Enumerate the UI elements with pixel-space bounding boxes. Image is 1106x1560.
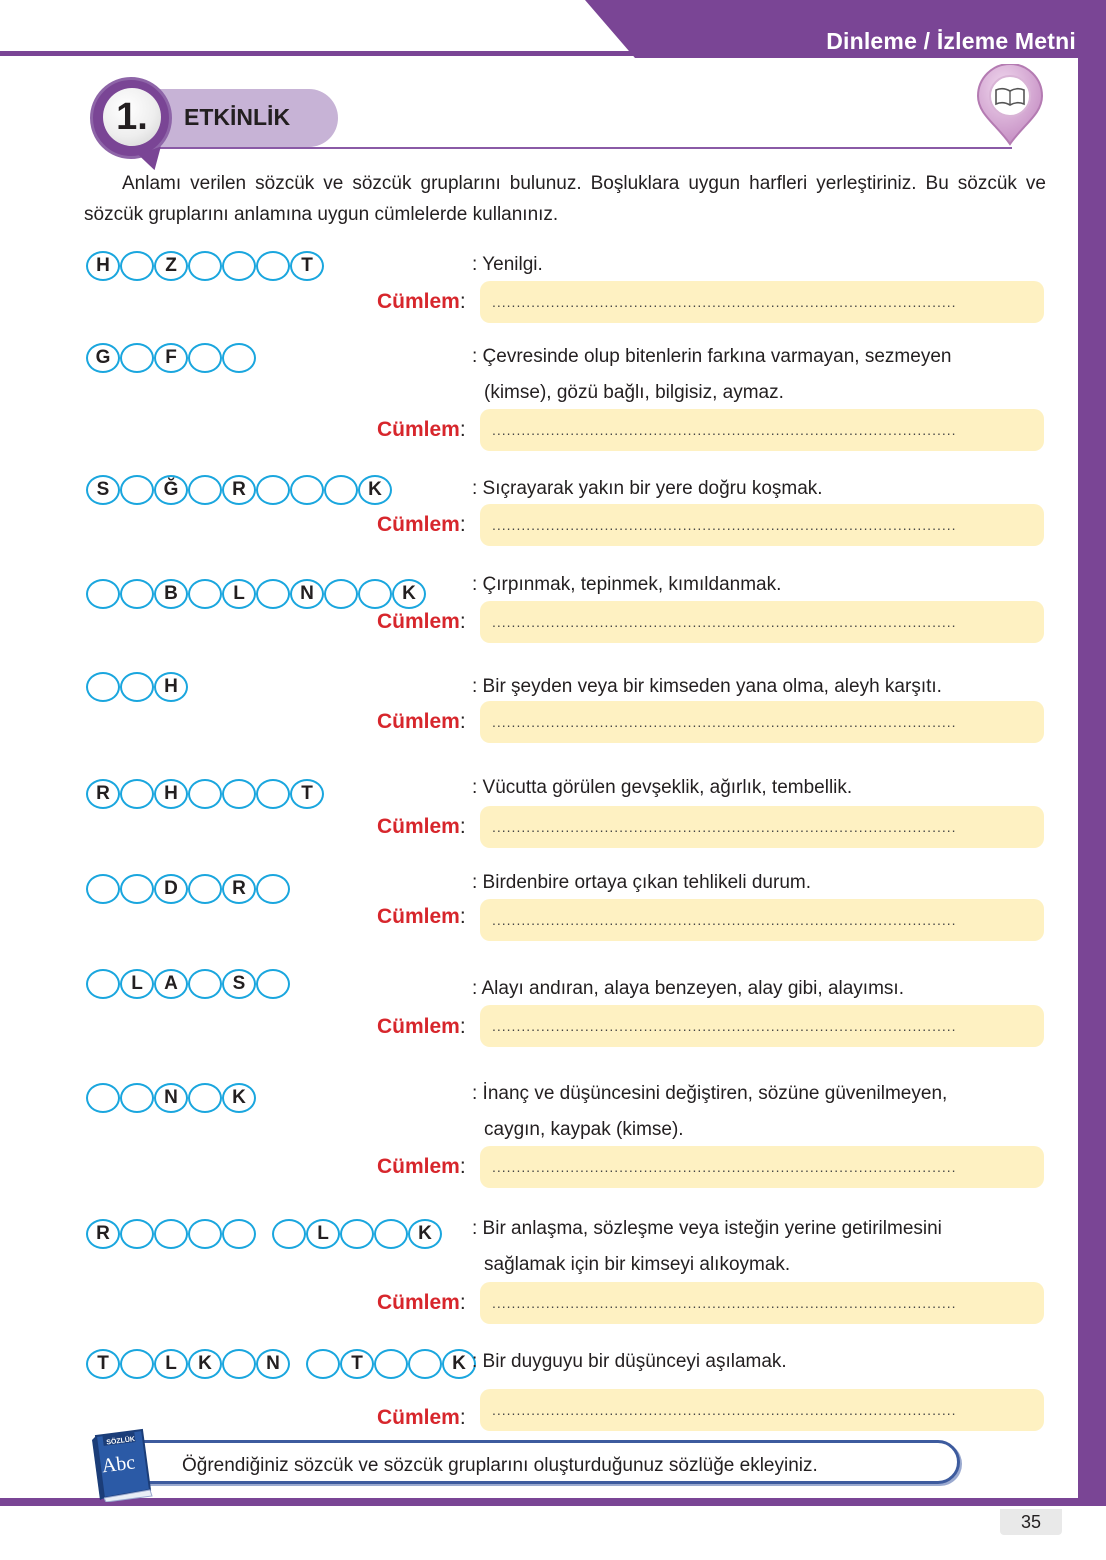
letter-cell-blank[interactable] [120, 475, 154, 505]
letter-cell-blank[interactable] [222, 1349, 256, 1379]
sentence-label [377, 513, 466, 537]
sentence-answer-field[interactable]: ............................................................................................... [480, 1282, 1044, 1324]
letter-cell-blank[interactable] [374, 1219, 408, 1249]
definition [472, 339, 951, 411]
letter-cell-blank[interactable] [120, 874, 154, 904]
letter-cell-blank[interactable] [222, 251, 256, 281]
definition [472, 770, 852, 806]
letter-boxes [86, 779, 324, 809]
letter-cell-blank[interactable] [374, 1349, 408, 1379]
letter-cell-blank[interactable] [120, 1219, 154, 1249]
letter-cell-given: T [290, 251, 324, 281]
sentence-label-text: Cümlem [377, 1291, 460, 1314]
sentence-answer-field[interactable]: ............................................................................................... [480, 701, 1044, 743]
letter-cell-given: N [154, 1083, 188, 1113]
letter-cell-blank[interactable] [256, 779, 290, 809]
letter-cell-blank[interactable] [324, 475, 358, 505]
activity-number: 1. [103, 88, 161, 146]
letter-cell-given: D [154, 874, 188, 904]
letter-cell-blank[interactable] [188, 475, 222, 505]
sentence-label-text: Cümlem [377, 905, 460, 928]
letter-cell-blank[interactable] [358, 579, 392, 609]
sentence-answer-field[interactable]: ............................................................................................... [480, 899, 1044, 941]
definition-line: : Yenilgi. [472, 254, 543, 275]
sentence-label-colon: : [459, 1155, 466, 1178]
letter-cell-given: K [188, 1349, 222, 1379]
sentence-answer-field[interactable]: ............................................................................................... [480, 1389, 1044, 1431]
letter-cell-blank[interactable] [120, 343, 154, 373]
letter-cell-blank[interactable] [222, 343, 256, 373]
letter-cell-blank[interactable] [120, 579, 154, 609]
letter-cell-blank[interactable] [86, 672, 120, 702]
letter-boxes [86, 579, 426, 609]
letter-cell-blank[interactable] [188, 343, 222, 373]
letter-cell-given: S [86, 475, 120, 505]
letter-cell-blank[interactable] [188, 579, 222, 609]
sentence-label-text: Cümlem [377, 610, 460, 633]
sentence-label-text: Cümlem [377, 418, 460, 441]
word-gap [290, 1349, 306, 1379]
note-text: Öğrendiğiniz sözcük ve sözcük gruplarını oluşturduğunuz sözlüğe ekleyiniz. [182, 1455, 818, 1476]
activity-rule [160, 147, 1012, 149]
letter-cell-blank[interactable] [272, 1219, 306, 1249]
sentence-label-text: Cümlem [377, 290, 460, 313]
sentence-label-colon: : [459, 1015, 466, 1038]
letter-cell-blank[interactable] [256, 475, 290, 505]
sentence-label [377, 610, 466, 634]
letter-cell-given: T [290, 779, 324, 809]
sentence-label-colon: : [459, 905, 466, 928]
instruction-text: Anlamı verilen sözcük ve sözcük gruplarını bulunuz. Boşluklara uygun harfleri yerleştiriniz. Bu sözcük ve sözcük gruplarını anlamına uygun cümlelerde kullanınız. [84, 173, 1046, 225]
letter-cell-given: Z [154, 251, 188, 281]
letter-boxes [86, 1219, 442, 1249]
letter-boxes [86, 475, 392, 505]
letter-cell-given: T [340, 1349, 374, 1379]
sentence-label-colon: : [459, 1291, 466, 1314]
letter-cell-given: T [86, 1349, 120, 1379]
footer-rule [0, 1498, 1106, 1506]
sentence-answer-field[interactable]: ............................................................................................... [480, 1005, 1044, 1047]
definition [472, 669, 942, 705]
letter-cell-blank[interactable] [256, 579, 290, 609]
letter-cell-blank[interactable] [256, 251, 290, 281]
letter-boxes [86, 969, 290, 999]
letter-cell-blank[interactable] [120, 1083, 154, 1113]
letter-cell-given: F [154, 343, 188, 373]
letter-cell-blank[interactable] [86, 1083, 120, 1113]
letter-cell-blank[interactable] [306, 1349, 340, 1379]
definition [472, 865, 811, 901]
sentence-label-colon: : [459, 418, 466, 441]
definition [472, 247, 543, 283]
letter-cell-given: R [222, 475, 256, 505]
letter-cell-blank[interactable] [154, 1219, 188, 1249]
letter-cell-blank[interactable] [86, 874, 120, 904]
letter-cell-given: L [222, 579, 256, 609]
letter-cell-given: K [392, 579, 426, 609]
definition-line: : Çevresinde olup bitenlerin farkına varmayan, sezmeyen [472, 346, 952, 367]
letter-boxes [86, 1083, 256, 1113]
definition [472, 971, 904, 1007]
letter-cell-blank[interactable] [120, 1349, 154, 1379]
sentence-label-colon: : [459, 1406, 466, 1429]
sentence-label [377, 710, 466, 734]
word-gap [256, 1219, 272, 1249]
sentence-answer-field[interactable]: ............................................................................................... [480, 409, 1044, 451]
letter-cell-blank[interactable] [86, 579, 120, 609]
sentence-label [377, 1406, 466, 1430]
sentence-label [377, 290, 466, 314]
sentence-label-colon: : [459, 710, 466, 733]
page-number: 35 [1000, 1509, 1062, 1535]
sentence-label-colon: : [459, 290, 466, 313]
definition [472, 471, 823, 507]
letter-cell-given: R [86, 1219, 120, 1249]
letter-cell-blank[interactable] [120, 251, 154, 281]
sentence-answer-field[interactable]: ............................................................................................... [480, 504, 1044, 546]
definition [472, 567, 781, 603]
letter-cell-given: K [222, 1083, 256, 1113]
definition-line: : Sıçrayarak yakın bir yere doğru koşmak. [472, 478, 823, 499]
definition [472, 1076, 947, 1148]
letter-cell-given: K [358, 475, 392, 505]
letter-cell-blank[interactable] [408, 1349, 442, 1379]
sentence-label [377, 905, 466, 929]
sentence-label-text: Cümlem [377, 710, 460, 733]
letter-cell-blank[interactable] [188, 874, 222, 904]
letter-cell-blank[interactable] [340, 1219, 374, 1249]
letter-cell-given: H [86, 251, 120, 281]
letter-cell-given: S [222, 969, 256, 999]
activity-label: ETKİNLİK [184, 104, 291, 130]
definition-line: (kimse), gözü bağlı, bilgisiz, aymaz. [484, 382, 784, 403]
definition-line: sağlamak için bir kimseyi alıkoymak. [484, 1254, 791, 1275]
sentence-label [377, 1155, 466, 1179]
letter-cell-given: H [154, 672, 188, 702]
dictionary-book-icon [88, 1426, 160, 1502]
section-title: Dinleme / İzleme Metni [826, 28, 1076, 54]
letter-cell-given: L [306, 1219, 340, 1249]
letter-cell-blank[interactable] [290, 475, 324, 505]
sentence-label-text: Cümlem [377, 1406, 460, 1429]
definition-line: : Vücutta görülen gevşeklik, ağırlık, tembellik. [472, 777, 853, 798]
letter-cell-given: H [154, 779, 188, 809]
sentence-answer-field[interactable]: ............................................................................................... [480, 601, 1044, 643]
definition-line: : Bir anlaşma, sözleşme veya isteğin yerine getirilmesini [472, 1218, 942, 1239]
letter-cell-blank[interactable] [188, 251, 222, 281]
letter-boxes [86, 672, 188, 702]
letter-cell-blank[interactable] [324, 579, 358, 609]
letter-cell-blank[interactable] [120, 672, 154, 702]
sentence-label-colon: : [459, 513, 466, 536]
letter-cell-blank[interactable] [222, 779, 256, 809]
sentence-label [377, 1291, 466, 1315]
definition-line: caygın, kaypak (kimse). [484, 1119, 684, 1140]
letter-cell-given: N [256, 1349, 290, 1379]
sentence-answer-field[interactable]: ............................................................................................... [480, 281, 1044, 323]
letter-cell-blank[interactable] [256, 969, 290, 999]
sentence-label-colon: : [459, 610, 466, 633]
sentence-label-text: Cümlem [377, 513, 460, 536]
definition-line: : Çırpınmak, tepinmek, kımıldanmak. [472, 574, 782, 595]
definition-line: : Birdenbire ortaya çıkan tehlikeli durum. [472, 872, 811, 893]
definition-line: : Bir duyguyu bir düşünceyi aşılamak. [472, 1351, 787, 1372]
sentence-label-text: Cümlem [377, 1155, 460, 1178]
sentence-label [377, 1015, 466, 1039]
letter-cell-blank[interactable] [256, 874, 290, 904]
letter-cell-given: L [120, 969, 154, 999]
sentence-label-text: Cümlem [377, 815, 460, 838]
letter-cell-blank[interactable] [188, 1083, 222, 1113]
definition [472, 1344, 787, 1380]
dictionary-tag: SÖZLÜK [105, 1436, 136, 1447]
letter-boxes [86, 343, 256, 373]
activity-number-badge [90, 77, 172, 159]
right-margin-bar [1078, 0, 1106, 1505]
letter-cell-given: R [86, 779, 120, 809]
definition [472, 1211, 942, 1283]
letter-cell-given: A [154, 969, 188, 999]
letter-cell-given: B [154, 579, 188, 609]
letter-boxes [86, 874, 290, 904]
letter-cell-given: K [408, 1219, 442, 1249]
letter-cell-given: K [442, 1349, 476, 1379]
letter-cell-given: Ğ [154, 475, 188, 505]
letter-cell-given: G [86, 343, 120, 373]
letter-cell-blank[interactable] [222, 1219, 256, 1249]
letter-cell-given: N [290, 579, 324, 609]
letter-cell-blank[interactable] [188, 969, 222, 999]
letter-cell-blank[interactable] [188, 1219, 222, 1249]
letter-cell-given: R [222, 874, 256, 904]
letter-cell-blank[interactable] [86, 969, 120, 999]
definition-line: : Alayı andıran, alaya benzeyen, alay gibi, alayımsı. [472, 978, 904, 999]
open-book-pin-icon [974, 64, 1046, 146]
letter-boxes [86, 251, 324, 281]
letter-boxes [86, 1349, 476, 1379]
letter-cell-blank[interactable] [188, 779, 222, 809]
definition-line: : Bir şeyden veya bir kimseden yana olma, aleyh karşıtı. [472, 676, 942, 697]
sentence-label-text: Cümlem [377, 1015, 460, 1038]
dictionary-cover-text: Abc [100, 1451, 137, 1478]
letter-cell-given: L [154, 1349, 188, 1379]
sentence-label [377, 815, 466, 839]
sentence-label-colon: : [459, 815, 466, 838]
sentence-answer-field[interactable]: ............................................................................................... [480, 806, 1044, 848]
letter-cell-blank[interactable] [120, 779, 154, 809]
sentence-answer-field[interactable]: ............................................................................................... [480, 1146, 1044, 1188]
definition-line: : İnanç ve düşüncesini değiştiren, sözüne güvenilmeyen, [472, 1083, 948, 1104]
sentence-label [377, 418, 466, 442]
